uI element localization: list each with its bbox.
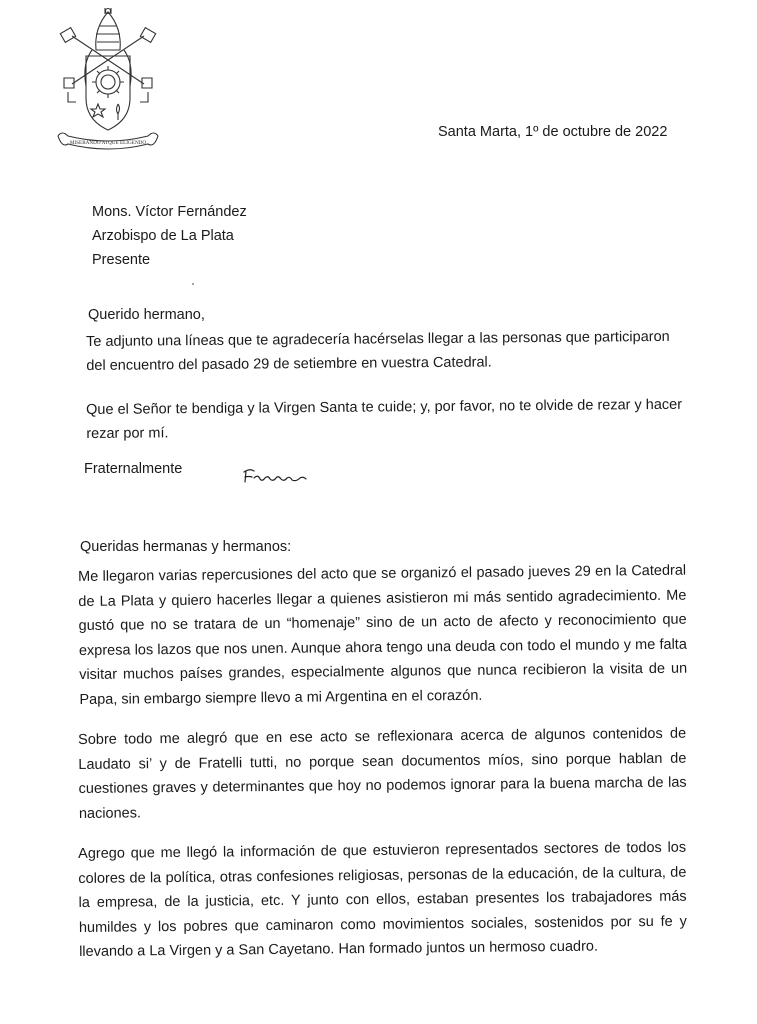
recipient-title: Arzobispo de La Plata bbox=[92, 228, 234, 244]
svg-text:MISERANDO ATQUE ELIGENDO: MISERANDO ATQUE ELIGENDO bbox=[69, 140, 147, 146]
handwritten-signature-icon bbox=[240, 466, 310, 488]
date-line: Santa Marta, 1º de octubre de 2022 bbox=[438, 124, 668, 140]
papal-coat-of-arms-icon bbox=[52, 6, 164, 152]
main-greeting: Queridas hermanas y hermanos: bbox=[80, 539, 292, 555]
main-paragraph: Agrego que me llegó la información de que estuvieron representados sectores de todos los colores de la política, otras confesiones religiosas, personas de la educación, de la cultura, de la empresa, de la justicia, etc. Y junto con ellos, estaban presentes los trabajadores más humildes y los pobres que caminaron como movimientos sociales, sostenidos por su fe y llevando a La Virgen y a San Cayetano. Han formado juntos un hermoso cuadro. bbox=[78, 839, 687, 961]
cover-closing: Fraternalmente bbox=[84, 461, 183, 477]
recipient-name: Mons. Víctor Fernández bbox=[92, 204, 247, 220]
recipient-block bbox=[92, 200, 247, 272]
cover-paragraph: Te adjunto una líneas que te agradecería hacérselas llegar a las personas que participaron del encuentro del pasado 29 de setiembre en vuestra Catedral. bbox=[86, 328, 670, 374]
cover-greeting: Querido hermano, bbox=[88, 307, 205, 323]
stray-mark bbox=[192, 283, 194, 285]
main-paragraph: Sobre todo me alegró que en ese acto se reflexionara acerca de algunos contenidos de Laudato si’ y de Fratelli tutti, no porque sean documentos míos, sino porque hablan de cuestiones graves y determinantes que hoy no podemos ignorar para la buena marcha de las naciones. bbox=[78, 725, 687, 822]
cover-paragraph: Que el Señor te bendiga y la Virgen Santa te cuide; y, por favor, no te olvide de rezar y hacer rezar por mí. bbox=[86, 396, 683, 442]
recipient-presente: Presente bbox=[92, 252, 151, 268]
main-paragraph: Me llegaron varias repercusiones del acto que se organizó el pasado jueves 29 en la Catedral de La Plata y quiero hacerles llegar a quienes asistieron mi más sentido agradecimiento. Me gustó que no se tratara de un “homenaje” sino de un acto de afecto y reconocimiento que expresa los lazos que nos unen. Aunque ahora tengo una deuda con todo el mundo y me falta visitar muchos países grandes, especialmente algunos que nunca recibieron la visita de un Papa, sin embargo siempre llevo a mi Argentina en el corazón. bbox=[78, 562, 688, 708]
